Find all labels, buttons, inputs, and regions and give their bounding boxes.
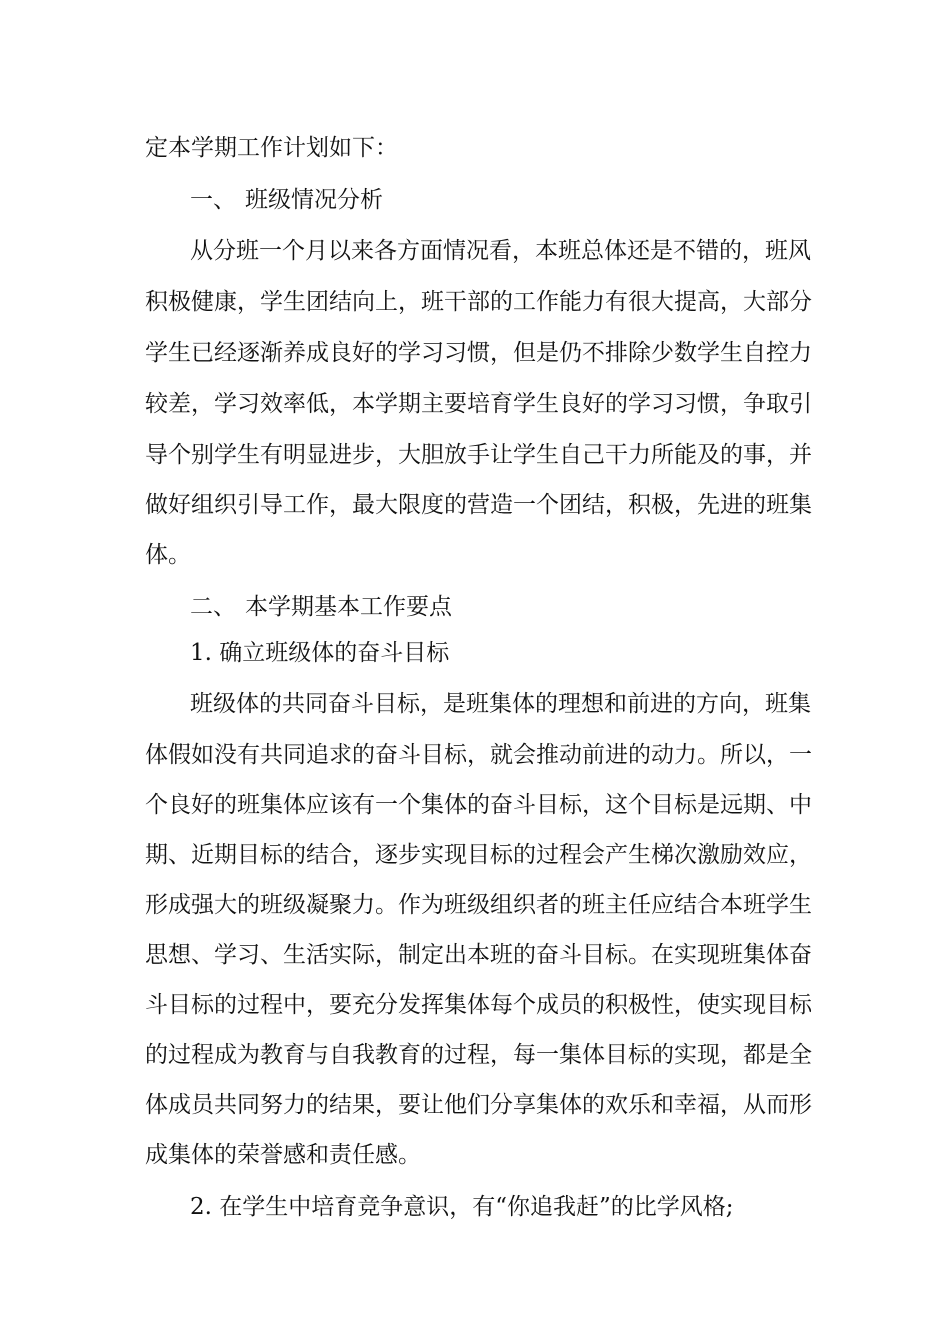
paragraph-line: 班级体的共同奋斗目标，是班集体的理想和前进的方向，班集 [190,691,811,717]
section-number: 二、 [190,594,236,620]
paragraph-line: 形成强大的班级凝聚力。作为班级组织者的班主任应结合本班学生 [145,892,812,918]
paragraph-line: 体成员共同努力的结果，要让他们分享集体的欢乐和幸福，从而形 [145,1092,812,1118]
paragraph-line: 积极健康，学生团结向上，班干部的工作能力有很大提高，大部分 [145,289,812,315]
paragraph-line: 做好组织引导工作，最大限度的营造一个团结，积极，先进的班集 [145,492,812,518]
subsection-heading: 1. 确立班级体的奋斗目标 [190,640,450,666]
paragraph-line: 导个别学生有明显进步，大胆放手让学生自己干力所能及的事，并 [145,442,812,468]
paragraph-line: 成集体的荣誉感和责任感。 [145,1142,421,1168]
paragraph-line: 体假如没有共同追求的奋斗目标，就会推动前进的动力。所以，一 [145,742,812,768]
paragraph-line: 的过程成为教育与自我教育的过程，每一集体目标的实现，都是全 [145,1042,812,1068]
paragraph-line: 斗目标的过程中，要充分发挥集体每个成员的积极性，使实现目标 [145,992,812,1018]
paragraph-line: 思想、学习、生活实际，制定出本班的奋斗目标。在实现班集体奋 [145,942,812,968]
paragraph-line: 从分班一个月以来各方面情况看，本班总体还是不错的，班风 [190,238,811,264]
section-heading: 本学期基本工作要点 [245,594,452,620]
text-line: 定本学期工作计划如下： [145,135,398,161]
subsection-heading: 2. 在学生中培育竞争意识，有“你追我赶”的比学风格; [190,1194,734,1220]
section-number: 一、 [190,187,236,213]
paragraph-line: 较差，学习效率低，本学期主要培育学生良好的学习习惯，争取引 [145,391,812,417]
section-heading: 班级情况分析 [245,187,383,213]
paragraph-line: 学生已经逐渐养成良好的学习习惯，但是仍不排除少数学生自控力 [145,340,812,366]
paragraph-line: 期、近期目标的结合，逐步实现目标的过程会产生梯次激励效应， [145,842,812,868]
paragraph-line: 个良好的班集体应该有一个集体的奋斗目标，这个目标是远期、中 [145,792,812,818]
paragraph-line: 体。 [145,542,191,568]
